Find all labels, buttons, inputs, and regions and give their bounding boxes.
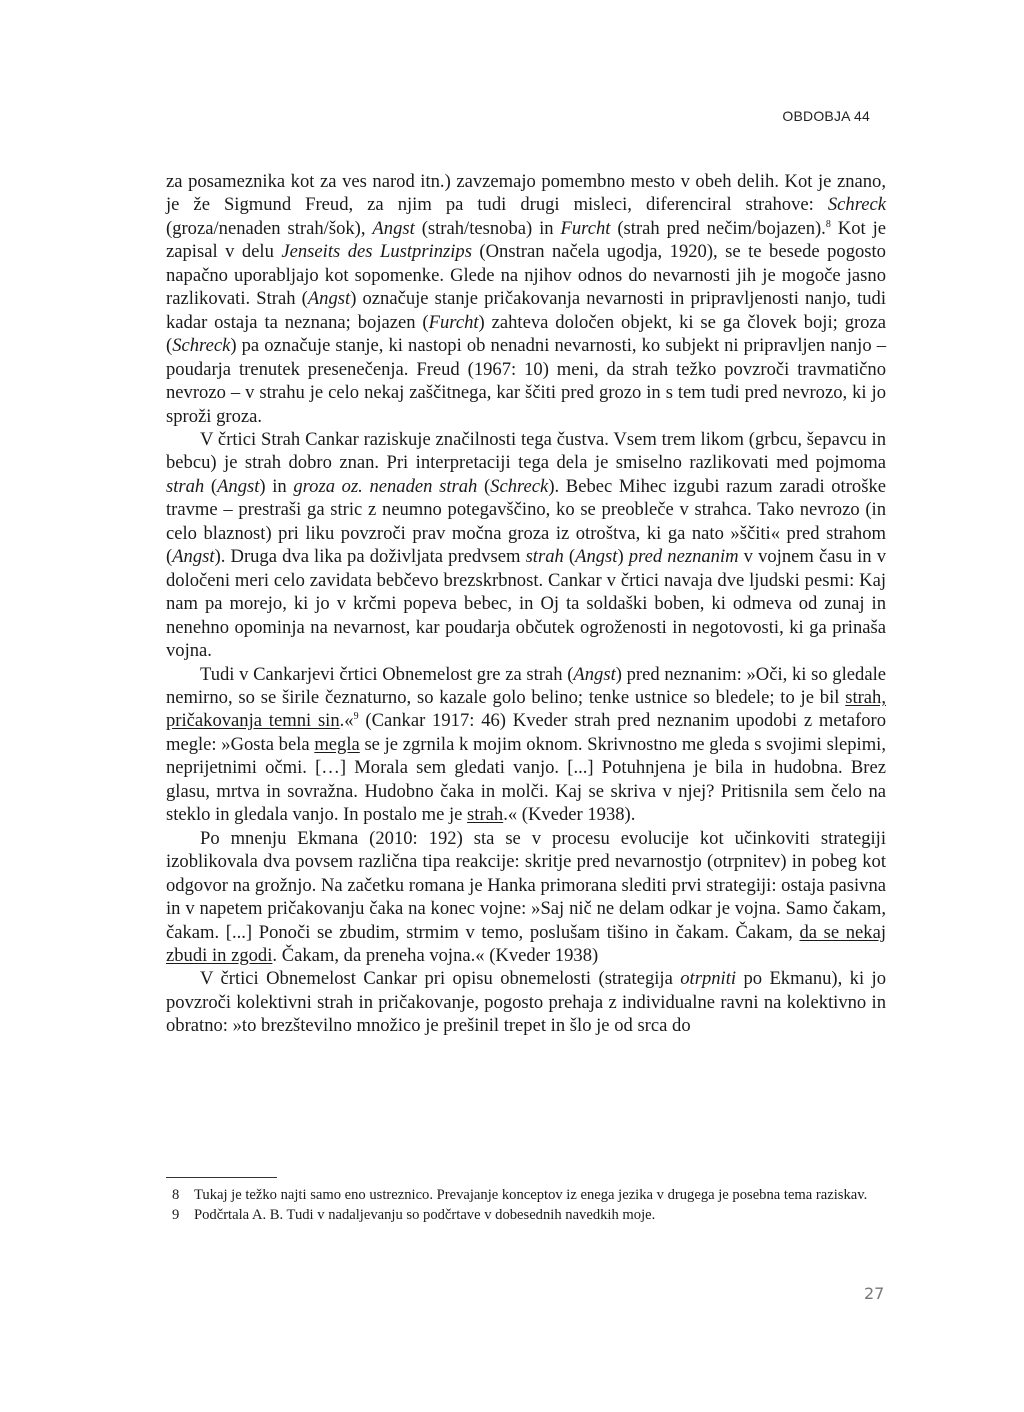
body-text xyxy=(166,170,886,1038)
footnote-text: Podčrtala A. B. Tudi v nadaljevanju so podčrtave v dobesednih navedkih moje. xyxy=(194,1206,656,1223)
italic-term: Angst xyxy=(372,217,415,239)
italic-term: groza oz. nenaden strah xyxy=(293,475,478,497)
footnote-separator xyxy=(166,1177,277,1178)
italic-term: Furcht xyxy=(560,217,611,239)
italic-term: Furcht xyxy=(428,311,479,333)
italic-term: pred neznanim xyxy=(628,546,739,568)
paragraph-3: Tudi v Cankarjevi črtici Obnemelost gre za strah (Angst) pred neznanim: »Oči, ki so gledale nemirno, so se širile čeznaturno, so kazale golo belino; tenke ustnice so bledele; to je bil strah, pričakovanja temni sin.«$^9$ (Cankar 1917: 46) Kveder strah pred neznanim upodobi z metaforo megle: »Gosta bela megla se je zgrnila k mojim oknom. Skrivnostno me gleda s svojimi slepimi, neprijetnimi očmi. […] Morala sem gledati vanjo. [...] Potuhnjena je bila in hudobna. Brez glasu, mrtva in sovražna. Hudobno čaka in molči. Kaj se skriva v njej? Pritisnila sem čelo na steklo in gledala vanjo. In postalo me je strah.« (Kveder 1938). xyxy=(166,663,886,826)
footnote-number: 8 xyxy=(172,1187,180,1203)
paragraph-2: V črtici Strah Cankar raziskuje značilnosti tega čustva. Vsem trem likom (grbcu, šepavcu in bebcu) je strah dobro znan. Pri interpretaciji tega dela je smiselno razlikovati med pojmoma strah (Angst) in groza oz. nenaden strah (Schreck). Bebec Mihec izgubi razum zaradi otroške travme – prestraši ga stric z neumno potegavščino, ko se preobleče v strahca. Tako nevrozo (in celo blaznost) pri liku povzroči prav močna groza iz otroštva, ki ga nato »ščiti« pred strahom (Angst). Druga dva lika pa doživljata predvsem strah (Angst) pred neznanim v vojnem času in v določeni meri celo zavidata bebčevo brezskrbnost. Cankar v črtici navaja dve ljudski pesmi: Kaj nam pa morejo, ki jo v krčmi popeva bebec, in Oj ta soldaški boben, ki odmeva od zunaj in nenehno opominja na nevarnost, kar poudarja občutek ogroženosti in negotovosti, ki ga prinaša vojna. xyxy=(166,428,887,662)
italic-term: strah xyxy=(525,546,564,568)
footnote-ref[interactable]: 8 xyxy=(825,218,831,230)
italic-term: Jenseits des Lustprinzips xyxy=(281,241,472,263)
italic-term: Angst xyxy=(217,475,260,497)
italic-term: Schreck xyxy=(172,335,231,357)
italic-term: Angst xyxy=(573,663,616,685)
italic-term: otrpniti xyxy=(680,968,737,990)
underlined-quote: strah, pričakovanja temni sin xyxy=(166,686,886,732)
paragraph-5: V črtici Obnemelost Cankar pri opisu obnemelosti (strategija otrpniti po Ekmanu), ki jo povzroči kolektivni strah in pričakovanje, pogosto prehaja z individualne ravni na kolektivno in obratno: »to brezštevilno množico je prešinil trepet in šlo je od srca do xyxy=(166,968,886,1037)
page-number: 27 xyxy=(864,1284,885,1303)
italic-term: strah xyxy=(166,475,205,497)
italic-term: Schreck xyxy=(827,194,886,216)
footnote-8 xyxy=(172,1186,886,1206)
footnote-number: 9 xyxy=(172,1206,180,1223)
running-head: OBDOBJA 44 xyxy=(782,108,870,124)
footnote-ref[interactable]: 9 xyxy=(353,711,359,723)
footnote-text: Tukaj je težko najti samo eno ustreznico. Prevajanje konceptov iz enega jezika v drugega je posebna tema raziskav. xyxy=(194,1187,868,1203)
underlined-quote: da se nekaj zbudi in zgodi xyxy=(166,921,886,966)
italic-term: Angst xyxy=(172,546,215,568)
italic-term: Angst xyxy=(307,288,351,310)
underlined-quote: megla xyxy=(314,733,360,755)
footnotes xyxy=(172,1186,886,1225)
paragraph-1: za posameznika kot za ves narod itn.) zavzemajo pomembno mesto v obeh delih. Kot je znano, je že Sigmund Freud, za njim pa tudi drugi misleci, diferenciral strahove: Schreck (groza/nenaden strah/šok), Angst (strah/tesnoba) in Furcht (strah pred nečim/bojazen).$^8$ Kot je zapisal v delu Jenseits des Lustprinzips (Onstran načela ugodja, 1920), se te besede pogosto napačno uporabljajo kot sopomenke. Glede na njihov odnos do nevarnosti jih je mogoče jasno razlikovati. Strah (Angst) označuje stanje pričakovanja nevarnosti in pripravljenosti nanjo, tudi kadar ostaja ta neznana; bojazen (Furcht) zahteva določen objekt, ki se ga človek boji; groza (Schreck) pa označuje stanje, ki nastopi ob nenadni nevarnosti, ko subjekt ni pripravljen nanjo – poudarja trenutek presenečenja. Freud (1967: 10) meni, da strah težko povzroči travmatično nevrozo – v strahu je celo nekaj zaščitnega, kar ščiti pred grozo in s tem tudi pred nevrozo, ki jo sproži groza. xyxy=(166,171,887,427)
footnote-9 xyxy=(172,1206,886,1226)
underlined-quote: strah xyxy=(467,804,504,826)
italic-term: Schreck xyxy=(490,475,549,497)
italic-term: Angst xyxy=(575,546,618,568)
paragraph-4: Po mnenju Ekmana (2010: 192) sta se v procesu evolucije kot učinkoviti strategiji izoblikovala dva povsem različna tipa reakcije: skritje pred nevarnostjo (otrpnitev) in pobeg kot odgovor na grožnjo. Na začetku romana je Hanka primorana slediti prvi strategiji: ostaja pasivna in v napetem pričakovanju čaka na konec vojne: »Saj nič ne delam odkar je vojna. Samo čakam, čakam. [...] Ponoči se zbudim, strmim v temo, poslušam tišino in čakam. Čakam, da se nekaj zbudi in zgodi. Čakam, da preneha vojna.« (Kveder 1938) xyxy=(166,827,886,966)
